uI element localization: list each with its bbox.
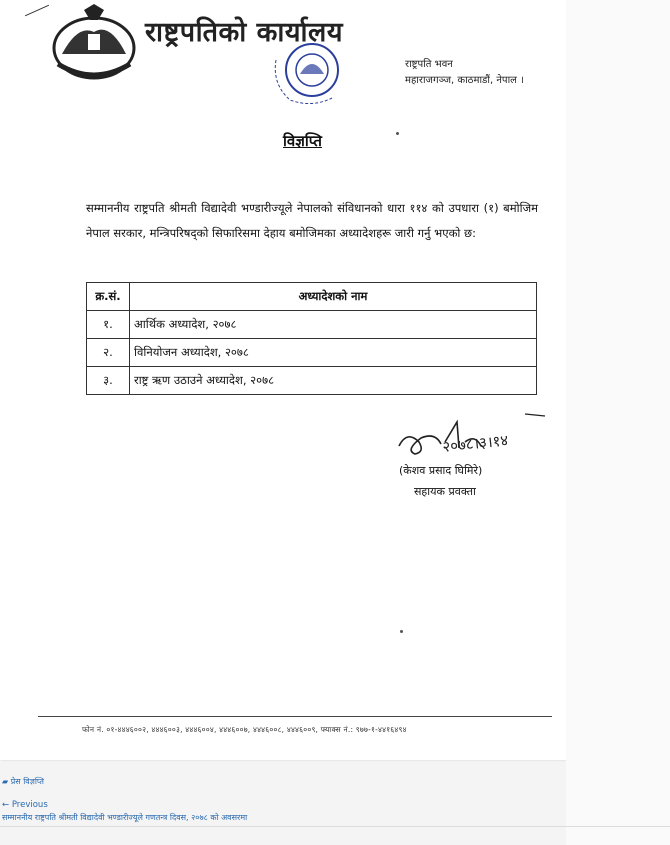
- signatory-name: (केशव प्रसाद घिमिरे): [399, 464, 483, 477]
- footer-contact: फोन नं. ०१-४४४६००२, ४४४६००३, ४४४६००४, ४४४६००७, ४४४६००८, ४४४६००९, फ्याक्स नं.: ९७७-१-४४१६४९४: [82, 725, 407, 734]
- notice-body: सम्माननीय राष्ट्रपति श्रीमती विद्यादेवी भण्डारीज्यूले नेपालको संविधानको धारा ११४ को उपधारा (१) बमोजिम नेपाल सरकार, मन्त्रिपरिषद्को सिफारिसमा देहाय बमोजिमका अध्यादेशहरू जारी गर्नु भएको छ:: [86, 201, 538, 240]
- scan-mark: [25, 5, 49, 16]
- speck: [400, 630, 403, 633]
- ordinance-name-cell: राष्ट्र ऋण उठाउने अध्यादेश, २०७८: [130, 367, 537, 395]
- page-margin: [566, 0, 670, 845]
- serial-cell: ३.: [87, 367, 130, 395]
- category-label: प्रेस विज्ञप्ति: [10, 777, 44, 786]
- ordinance-name-cell: आर्थिक अध्यादेश, २०७८: [130, 311, 537, 339]
- table-header-row: [87, 283, 537, 311]
- footer-divider: [38, 716, 552, 717]
- signature-date: २०७८।३।१४: [441, 431, 510, 456]
- serial-cell: १.: [87, 311, 130, 339]
- column-header-serial: क्र.सं.: [87, 283, 130, 311]
- nepal-emblem-icon: [48, 4, 140, 82]
- signatory-role: सहायक प्रवक्ता: [414, 485, 476, 498]
- office-seal-icon: [268, 40, 348, 108]
- address-line-2: महाराजगञ्ज, काठमाडौं, नेपाल ।: [405, 75, 524, 86]
- bottom-divider: [0, 826, 670, 827]
- notice-heading: विज्ञप्ति: [283, 132, 322, 150]
- table-row: [87, 367, 537, 395]
- speck: [396, 132, 399, 135]
- office-title: राष्ट्रपतिको कार्यालय: [145, 17, 343, 48]
- folder-icon: ▰: [2, 777, 11, 786]
- serial-cell: २.: [87, 339, 130, 367]
- column-header-name: अध्यादेशको नाम: [130, 283, 537, 311]
- previous-post-title[interactable]: सम्माननीय राष्ट्रपति श्रीमती विद्यादेवी भण्डारीज्यूले गणतन्त्र दिवस, २०७८ को अवसरमा: [2, 813, 248, 822]
- ordinance-table: [86, 282, 537, 395]
- address-line-1: राष्ट्रपति भवन: [405, 59, 453, 70]
- table-row: [87, 339, 537, 367]
- ordinance-name-cell: विनियोजन अध्यादेश, २०७८: [130, 339, 537, 367]
- table-row: [87, 311, 537, 339]
- handwritten-signature: [385, 412, 555, 468]
- category-link[interactable]: [2, 776, 44, 787]
- previous-link[interactable]: ← Previous: [2, 800, 48, 810]
